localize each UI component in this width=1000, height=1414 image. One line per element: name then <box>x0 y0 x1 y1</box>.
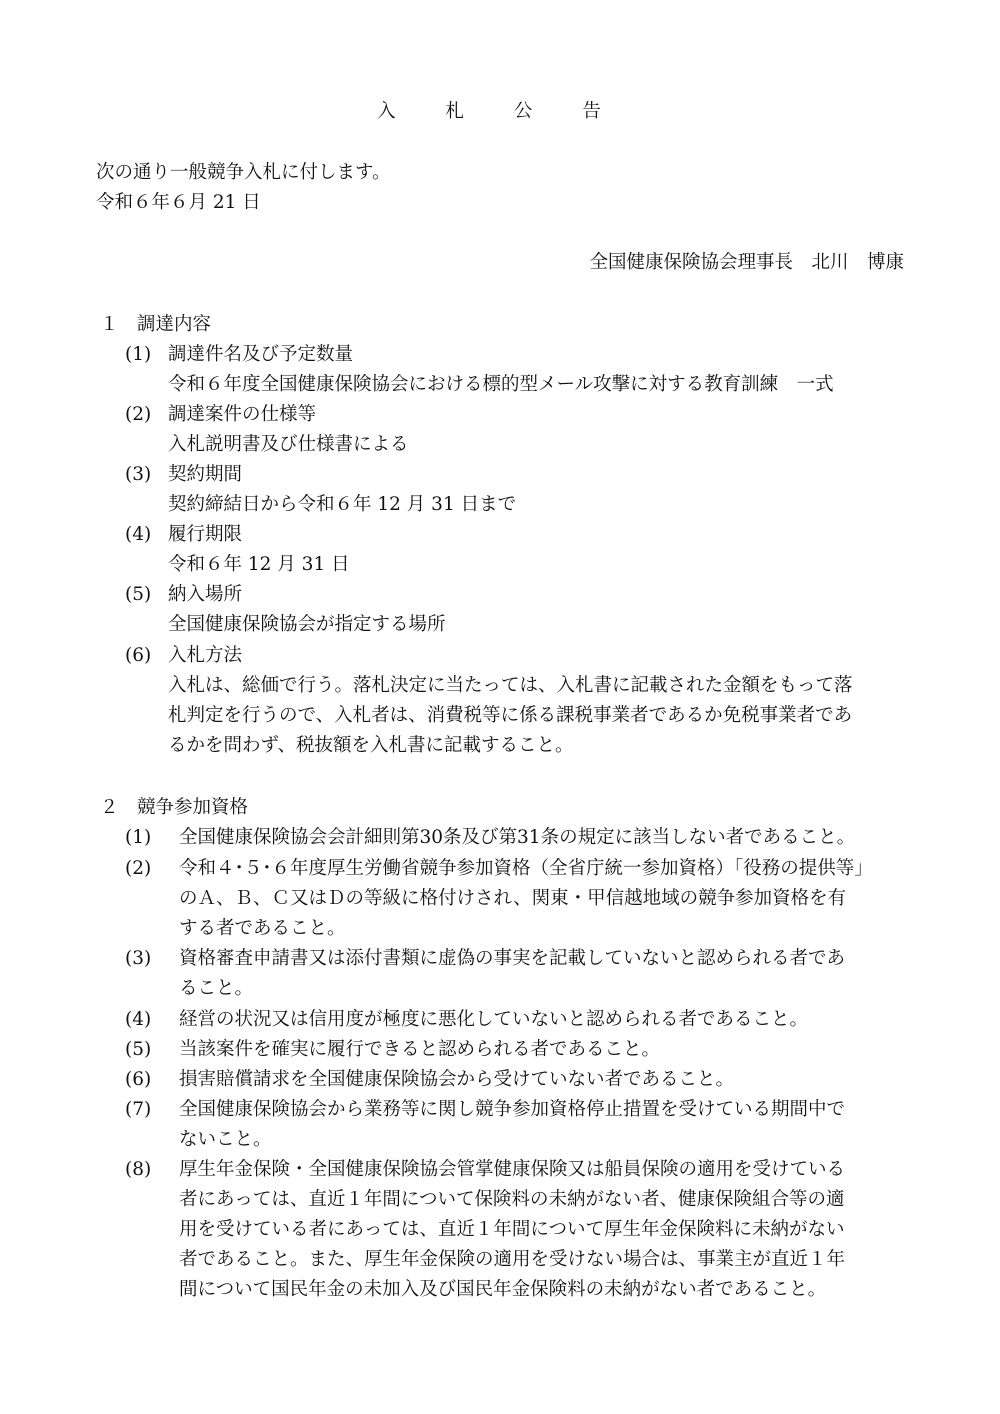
s2-item-8-line-2: 者にあっては、直近１年間について保険料の未納がない者、健康保険組合等の適 <box>179 1189 845 1210</box>
s1-item-1-title: 調達件名及び予定数量 <box>168 344 354 365</box>
s2-item-7-number: (7) <box>125 1099 152 1120</box>
s1-item-2-number: (2) <box>125 404 152 425</box>
s1-item-1-body: 令和６年度全国健康保険協会における標的型メール攻撃に対する教育訓練 一式 <box>168 374 834 395</box>
s1-item-6-title: 入札方法 <box>168 645 243 666</box>
s1-item-1-number: (1) <box>125 344 152 365</box>
s1-item-2-body: 入札説明書及び仕様書による <box>168 434 409 455</box>
s1-item-2-title: 調達案件の仕様等 <box>168 404 317 425</box>
s1-item-5-title: 納入場所 <box>168 584 243 605</box>
s2-item-5-number: (5) <box>125 1039 152 1060</box>
s2-item-6-line-1: 損害賠償請求を全国健康保険協会から受けていない者であること。 <box>179 1069 735 1090</box>
s1-item-3-number: (3) <box>125 464 152 485</box>
section-1-heading: 調達内容 <box>137 314 212 335</box>
s2-item-2-line-1: 令和４･５･６年度厚生労働省競争参加資格（全省庁統一参加資格）「役務の提供等」 <box>179 858 873 879</box>
s2-item-8-number: (8) <box>125 1159 152 1180</box>
s2-item-1-line-1: 全国健康保険協会会計細則第30条及び第31条の規定に該当しない者であること。 <box>179 827 856 848</box>
s2-item-3-number: (3) <box>125 948 152 969</box>
s2-item-5-line-1: 当該案件を確実に履行できると認められる者であること。 <box>179 1039 661 1060</box>
section-2-number: ２ <box>100 797 119 818</box>
s2-item-8-line-5: 間について国民年金の未加入及び国民年金保険料の未納がない者であること。 <box>179 1279 827 1300</box>
section-1-number: １ <box>100 314 119 335</box>
s2-item-7-line-2: ないこと。 <box>179 1129 272 1150</box>
s2-item-3-line-2: ること。 <box>179 978 254 999</box>
s2-item-8-line-3: 用を受けている者にあっては、直近１年間について厚生年金保険料に未納がない <box>179 1219 845 1240</box>
s1-item-3-body: 契約締結日から令和６年 12 月 31 日まで <box>168 494 517 515</box>
s1-item-5-number: (5) <box>125 584 152 605</box>
s2-item-2-line-3: する者であること。 <box>179 918 346 939</box>
s2-item-8-line-4: 者であること。また、厚生年金保険の適用を受けない場合は、事業主が直近１年 <box>179 1249 846 1270</box>
section-2-heading: 競争参加資格 <box>137 797 249 818</box>
s2-item-4-line-1: 経営の状況又は信用度が極度に悪化していないと認められる者であること。 <box>179 1009 809 1030</box>
s1-item-3-title: 契約期間 <box>168 464 243 485</box>
s1-item-4-number: (4) <box>125 524 152 545</box>
s2-item-7-line-1: 全国健康保険協会から業務等に関し競争参加資格停止措置を受けている期間中で <box>179 1099 846 1120</box>
s1-item-6-body-line-2: 札判定を行うので、入札者は、消費税等に係る課税事業者であるか免税事業者であ <box>168 705 853 726</box>
s1-item-5-body: 全国健康保険協会が指定する場所 <box>168 614 446 635</box>
s1-item-4-body: 令和６年 12 月 31 日 <box>168 554 350 575</box>
s1-item-6-body-line-3: るかを問わず、税抜額を入札書に記載すること。 <box>168 735 574 756</box>
s2-item-1-number: (1) <box>125 827 152 848</box>
s1-item-6-body-line-1: 入札は、総価で行う。落札決定に当たっては、入札書に記載された金額をもって落 <box>168 675 853 696</box>
announcement-date: 令和６年６月 21 日 <box>96 192 261 213</box>
s2-item-2-number: (2) <box>125 858 152 879</box>
s2-item-4-number: (4) <box>125 1009 152 1030</box>
s2-item-8-line-1: 厚生年金保険・全国健康保険協会管掌健康保険又は船員保険の適用を受けている <box>179 1159 846 1180</box>
s2-item-3-line-1: 資格審査申請書又は添付書類に虚偽の事実を記載していないと認められる者であ <box>179 948 846 969</box>
s1-item-6-number: (6) <box>125 645 152 666</box>
s1-item-4-title: 履行期限 <box>168 524 243 545</box>
s2-item-2-line-2: のＡ、Ｂ、Ｃ又はＤの等級に格付けされ、関東・甲信越地域の競争参加資格を有 <box>179 888 847 909</box>
s2-item-6-number: (6) <box>125 1069 152 1090</box>
issuer-name: 全国健康保険協会理事長 北川 博康 <box>589 252 904 273</box>
document-title: 入 札 公 告 <box>377 101 623 122</box>
intro-statement: 次の通り一般競争入札に付します。 <box>96 162 391 183</box>
